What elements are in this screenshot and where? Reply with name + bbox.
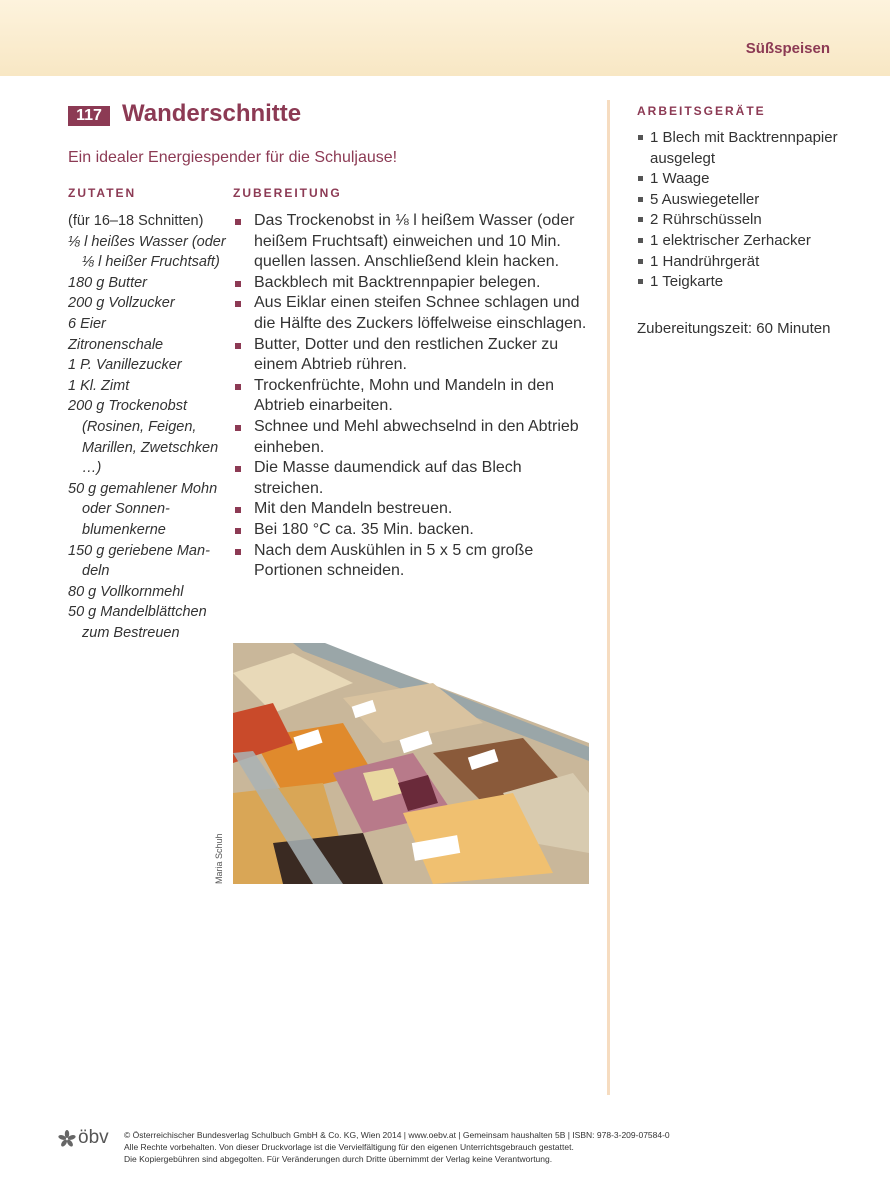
preparation-step: Butter, Dotter und den restlichen Zucker zu einem Abtrieb rühren.: [233, 335, 593, 376]
ingredients-heading: ZUTATEN: [68, 186, 137, 200]
tool-item: 2 Rührschüsseln: [637, 210, 852, 231]
ingredient-item: 200 g Trockenobst (Rosinen, Feigen, Marillen, Zwetschken …): [68, 398, 219, 477]
column-divider: [607, 100, 610, 1095]
recipe-title: Wanderschnitte: [122, 100, 302, 127]
preparation-step: Das Trockenobst in ⅛ l heißem Wasser (oder heißem Fruchtsaft) einweichen und 10 Min. quellen lassen. Anschließend klein hacken.: [233, 211, 593, 273]
logo-text: öbv: [78, 1127, 109, 1148]
ingredient-item: 50 g gemahlener Mohn oder Sonnenblumenkerne: [68, 480, 218, 538]
ingredient-item: 200 g Vollzucker: [68, 295, 175, 312]
star-logo-icon: [58, 1130, 76, 1148]
recipe-number: 117: [68, 106, 110, 126]
tool-item: 5 Auswiegeteller: [637, 190, 852, 211]
ingredient-item: 150 g geriebene Mandeln: [68, 542, 210, 580]
preparation-step: Bei 180 °C ca. 35 Min. backen.: [233, 520, 593, 541]
preparation-step: Aus Eiklar einen steifen Schnee schlagen und die Hälfte des Zuckers löffelweise einschlagen.: [233, 293, 593, 334]
tool-item: 1 Blech mit Backtrennpapier ausgelegt: [637, 128, 852, 169]
tool-item: 1 Handrührgerät: [637, 252, 852, 273]
tool-item: 1 elektrischer Zerhacker: [637, 231, 852, 252]
tools-list: [637, 128, 852, 293]
tools-heading: ARBEITSGERÄTE: [637, 104, 766, 118]
footer-line: Die Kopiergebühren sind abgegolten. Für Veränderungen durch Dritte übernimmt der Verlag keine Verantwortung.: [124, 1154, 553, 1164]
top-banner: [0, 0, 890, 76]
preparation-step: Schnee und Mehl abwechselnd in den Abtrieb einheben.: [233, 417, 593, 458]
preparation-steps: [233, 211, 593, 582]
section-label: Süßspeisen: [745, 40, 830, 57]
recipe-subtitle: Ein idealer Energiespender für die Schuljause!: [68, 149, 398, 166]
publisher-logo: [58, 1127, 114, 1149]
preparation-step: Backblech mit Backtrennpapier belegen.: [233, 273, 593, 294]
ingredients-list: [68, 211, 228, 643]
dried-fruit-market-photo: [233, 643, 589, 884]
ingredient-item: 50 g Mandelblättchen zum Bestreuen: [68, 604, 207, 641]
footer-copyright: [124, 1129, 844, 1165]
preparation-step: Trockenfrüchte, Mohn und Mandeln in den Abtrieb einarbeiten.: [233, 376, 593, 417]
preparation-heading: ZUBEREITUNG: [233, 186, 342, 200]
prep-time: Zubereitungszeit: 60 Minuten: [637, 320, 831, 337]
ingredient-item: Zitronenschale: [68, 336, 164, 353]
footer-line: © Österreichischer Bundesverlag Schulbuch GmbH & Co. KG, Wien 2014 | www.oebv.at | Gemeinsam haushalten 5B | ISBN: 978-3-209-07584-0: [124, 1130, 670, 1140]
photo-credit: Maria Schuh: [214, 833, 224, 884]
ingredient-item: ⅛ l heißes Wasser (oder ⅛ l heißer Fruchtsaft): [68, 233, 226, 271]
ingredient-item: (für 16–18 Schnitten): [68, 213, 204, 229]
ingredient-item: 6 Eier: [68, 315, 106, 332]
preparation-step: Mit den Mandeln bestreuen.: [233, 499, 593, 520]
ingredient-item: 180 g Butter: [68, 274, 147, 291]
ingredient-item: 80 g Vollkornmehl: [68, 583, 184, 600]
preparation-step: Nach dem Auskühlen in 5 x 5 cm große Portionen schneiden.: [233, 541, 593, 582]
ingredient-item: 1 Kl. Zimt: [68, 377, 130, 394]
tool-item: 1 Teigkarte: [637, 272, 852, 293]
footer-line: Alle Rechte vorbehalten. Von dieser Druckvorlage ist die Vervielfältigung für den eigenen Unterrichtsgebrauch gestattet.: [124, 1142, 574, 1152]
tool-item: 1 Waage: [637, 169, 852, 190]
ingredient-item: 1 P. Vanillezucker: [68, 357, 182, 374]
preparation-step: Die Masse daumendick auf das Blech streichen.: [233, 458, 593, 499]
dried-fruit-illustration: [233, 643, 589, 884]
